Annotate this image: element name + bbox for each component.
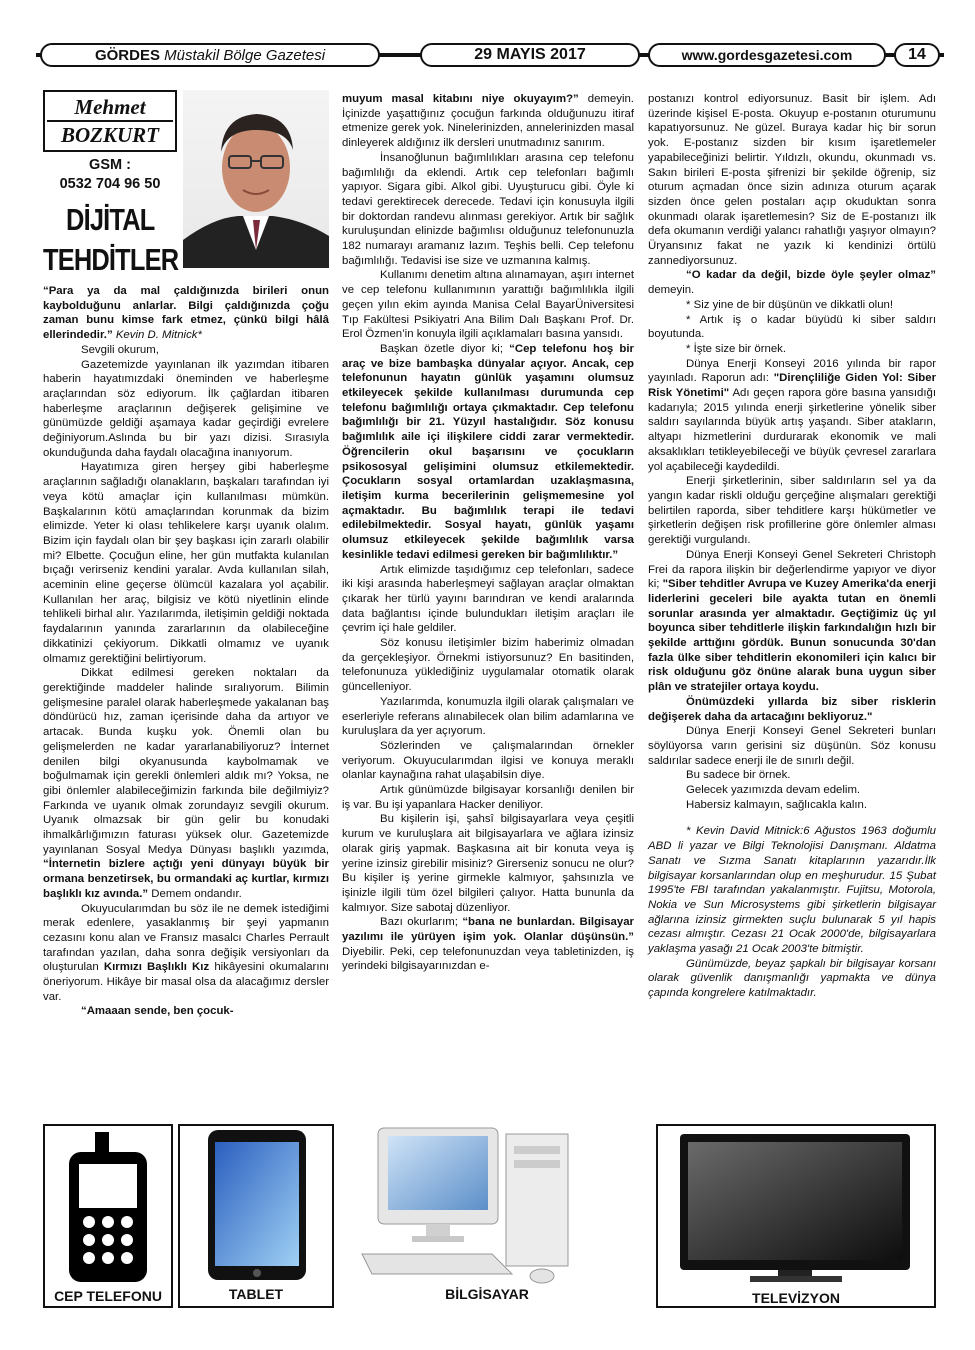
paragraph-end: Demem ondandır. [151,887,242,900]
headline-line-2: TEHDİTLER [43,242,179,277]
television-icon [658,1126,934,1288]
paragraph: Artık elimizde taşıdığımız cep telefonları, sadece iki kişi arasında haberleşmeyi sağlayan araçlar olmaktan çıkarak her türlü yayını barındıran ve kendi aralarında data bağlantısı içinde bulundukları iletişim araçları ile çevrim içi hale geldiler. [342,563,634,635]
tv-image-box [656,1124,936,1308]
paragraph-text: Dünya Enerji Konseyi Genel Sekreteri Christoph Frei da rapora ilişkin bir değerlendirme yapıyor ve diyor ki; [648,548,936,591]
paragraph: * Siz yine de bir düşünün ve dikkatli olun! [686,298,894,311]
column-3 [648,92,936,1001]
headline-line-1: DİJİTAL [66,202,155,237]
phone-icon [45,1126,171,1286]
computer-image-box [342,1124,632,1308]
footnote-text: Günümüzde, beyaz şapkalı bir bilgisayar korsanı olarak güvenlik danışmanlığı yapmakta ve dünya çapında kongrelere katılmaktadır. [648,957,936,1000]
footnote [648,957,936,1001]
paragraph-text: demeyin. [648,284,695,297]
paragraph: postanızı kontrol ediyorsunuz. Basit bir işlem. Adı üzerinde kişisel E-posta. Okuyup e-postanın oturumunu kapatıyorsunuz. Ne güzel. Buraya kadar hiç bir sorun yok. E-postanız sizden bir kısım işaretlemeler yapabileceğinizi belirtir. Yıldızlı, okundu, okunmadı vs. Sakın birileri E-posta şifrenizi bir şekilde öğrenip, siz oturum açmadan önce sizin adınıza oturum açarak sizden önce gelen postaları açıp okuduktan sonra okunmadı olarak işaretlemesin? Siz de E-postanızı ilk defa okumanın verdiği yalancı rahatlığı yaşıyor olmayın? Üryansınız fakat ne yazık ki kendinizi örtülü zannediyorsunuz. [648,93,936,267]
paper-subtitle: Müstakil Bölge Gazetesi [164,46,326,64]
page-number: 14 [894,43,940,67]
author-gsm [43,156,177,194]
paper-name-box [40,43,380,67]
quote-text: “Para ya da mal çaldığınızda birileri onun kaybolduğunu anlarlar. Bilgi çaldığınızda çoğu zaman bunu kimse fark etmez, çünkü bilgi hâlâ ellerindedir.” [43,285,329,342]
paragraph-bold: “Cep telefonu hoş bir araç ve bize bambaşka dünyalar açıyor. Ancak, cep telefonunun hayatın günlük yaşamını olumsuz etkileyecek şekilde kullanılması durumunda cep telefonu bağımlılığı ortaya çıkmaktadır. Cep telefonu bağımlılığı bir 21. Yüzyıl hastalığıdır. Söz konusu bağımlılık aile içi ilişkilere ciddi zarar vermektedir. Öğrencilerin okul başarısını ve çocukların psikososyal gelişimini olumsuz etkilemektedir. Çocukların sosyal ortamlardan uzaklaşmasına, iletişim kurma becerilerinin gelişmemesine yol açmaktadır. Bu bağımlılık terapi ile tedavi edilebilmektedir. Sosyal hayatı, günlük yaşamı olumsuz etkileyecek şekilde bağımlılık varsa kesinlikle tedavi edilmesi gereken bir bağımlılıktır.” [342,342,634,561]
author-box [43,90,329,282]
paragraph-bold: “O kadar da değil, bizde öyle şeyler olmaz” [686,269,936,282]
paragraph [648,357,936,475]
author-photo [183,90,329,268]
paragraph-end: Adı geçen rapora göre basına yansıdığı kadarıyla; 2015 yılında enerji şirketlerine yönelik siber saldırı sayılarında büyük artış yaşandı. Siber atakların, altyapı hizmetlerini durdurarak ekonomik ve mali aksaklıkları tetikleyebileceği ve büyük çevresel zararlara yol açabileceği kaydedildi. [648,387,936,473]
paragraph: Sevgili okurum, [81,343,159,356]
paragraph [648,548,936,695]
paragraph: Hayatımıza giren herşey gibi haberleşme araçlarının sağladığı olanakların, başkaları tarafından iyi veya kötü amaçlar için kullanılması mümkün. Başkalarının kötü amaçlarından korunmak da bizim elimizde. Yeter ki olası tehlikelere karşı uyanık olalım. Bizim için faydalı olan bir şey başkası için zararlı olabilir mi? Elbette. Çocuğun eline, her gün mutfakta kulanılan bıçağı verirseniz kendini yaralar. Avda kullanılan silah, aceminin eline geçerse ölümcül kazalara yol açabilir. Kullanılan her araç, bilgisiz ve kötü niyetlinin elinde tehlikeli birhal alır. Yazılarımda, iletişimin geldiği noktada faydalarının yanında zararlarının da olabileceğine dikkatinizi çekiyorum. Dikkatli olmamız ve uyanık olmamız gerektiğini belirtiyorum. [43,461,329,665]
paragraph: Artık günümüzde bilgisayar korsanlığı denilen bir iş var. Bu işi yapanlara Hacker deniliyor. [342,784,634,811]
paragraph-text: demeyin. İçinizde yaşattığınız çocuğun farkında olduğunuzu itiraf etmenize gerek yok. Ninelerinizden, annelerinizden masal dinleyerek aldığınız ilk dersleri unutmadınız sanırım. [342,93,634,150]
footnote-text: * Kevin David Mitnick:6 Ağustos 1963 doğumlu ABD li yazar ve Bilgi Teknolojisi Danışmanı. Aldatma Sanatı ve Sızma Sanatı kitaplarının yazarıdır.İlk bilgisayar korsanlarından olup en meşhurudur. 15 Şubat 1995'te FBI tarafından yakalanmıştır. Fujitsu, Motorola, Nokia ve Sun Microsystems gibi şirketlerin bilgisayar ağlarına izinsiz girmekten suçlu bulunarak 5 yıl hapis cezası almıştır. Cezası 21 Ocak 2000'de, bilgisayarlara yaklaşma yasağı 21 Ocak 2003'te bitmiştir. [648,825,936,956]
paragraph [342,915,634,974]
paragraph-bold: Kırmızı Başlıklı Kız [103,961,210,974]
paragraph-bold: “Amaaan sende, ben çocuk- [81,1005,234,1018]
author-name-box [43,90,177,152]
paragraph: Kullanımı denetim altına alınamayan, aşırı internet ve cep telefonu kullanımının yarattığı bağımlılıkla ilgili geçen yılın ekim ayında Manisa Celal BayarÜniversitesi Tıp Fakültesi Psikiyatri Ana Bilim Dalı Başkanı Prof. Dr. Erol Özmen’in konuyla ilgili açıklamaları basına yansıdı. [342,269,634,341]
paragraph [342,92,634,151]
intro-quote [43,284,329,343]
tablet-image-box [178,1124,334,1308]
paragraph-text: Başkan özetle diyor ki; [380,342,503,355]
quote-author: Kevin D. Mitnick* [115,329,202,342]
phone-image-box [43,1124,173,1308]
paragraph-text: Okuyucularımdan bu söz ile ne demek istediğimi merak edenlere, yasaklanmış bir şeyi yapmanın cezasını konu alan ve Fransız masalcı Charles Perrault tarafından yazılan, daha sonra değişik versiyonları da oluşturulan [43,902,329,974]
paragraph-bold: “bana ne bunlardan. Bilgisayar yazılımı ile yürüyen işim yok. Olanlar düşünsün.” [342,916,634,944]
paragraph [43,666,329,901]
paper-name: GÖRDES [94,46,160,64]
column-2 [342,92,634,974]
paragraph-bold: “İnternetin bizlere açtığı yeni dünyayı büyük bir ormana benzetirsek, bu ormandaki aç kurtlar, kırmızı başlıklı kız avında.” [43,858,329,900]
computer-icon [342,1124,632,1286]
paragraph: * İşte size bir örnek. [686,342,787,355]
gsm-number: 0532 704 96 50 [59,176,161,192]
paragraph: İnsanoğlunun bağımlılıkları arasına cep telefonu bağımlılığı da eklendi. Artık cep telefonları bağımlı yapıyor. Sigara gibi. Alkol gibi. Uyuşturucu gibi. Öyle ki tedavi gerektirecek derecede. Tedavi için konusuyla ilgili bir doktordan randevu alınması gerekiyor. Artık bir sağlık kuruluşundan elinizde bağımlısı olduğunuz telefonunuzla 182 numarayı aramanız lazım. Teşhis belli. Cep telefonu bağımlılığı. Tedavisi ise size ve uzmanına kalmış. [342,151,634,267]
page-header [36,40,944,70]
paragraph-bold: Önümüzdeki yıllarda biz siber risklerin değişerek daha da artacağını bekliyoruz." [648,695,936,723]
tablet-caption: TABLET [228,1286,284,1302]
paragraph: Bu sadece bir örnek. [686,769,791,782]
paragraph-bold: "Siber tehditler Avrupa ve Kuzey Amerika'da enerji liderlerini geceleri bile ayakta tutan en önemli sorunlar arasında yer almaktadır. Geçtiğimiz üç yıl boyunca siber tehditlerle ilişkin farkındalığın hızlı bir şekilde arttığını gördük. Bunun sonucunda 30'dan fazla ülke siber tehditlerin ekonomileri için kalıcı bir risk olduğunu göz önüne alarak buna uygun siber plân ve stratejiler ortaya koydu. [648,578,936,694]
paragraph [648,695,936,724]
paragraph [648,268,936,297]
author-portrait-graphic [183,90,329,268]
article-headline [43,200,177,280]
paragraph: Habersiz kalmayın, sağlıcakla kalın. [686,798,868,811]
gsm-label: GSM : [89,157,131,173]
paragraph-text: Dikkat edilmesi gereken noktaları da gerektiğinde maddeler halinde sıralıyorum. Bilimin gelişmesine paralel olarak haberleşmede yakalanan baş döndürücü hız, zaman içerisinde daha da artıyor ve artacak. Bunda kuşku yok. Önemli olan bu gelişmelerden ne kadar yararlanabiliyoruz? İnternet denilen bilgi okyanusunda kaybolmamak ve boğulmamak için gerekli önlemleri aldık mı? Yoksa, ne gibi önlemler alabileceğimizin farkında bile değilmiyiz? Farkında ve uyanık olmak zorundayız sevgili okurum. Uyanık olmazsak bir gün gelir bu konudaki ihmalkârlığımızın faturası yüksek olur. Gazetemizde yayınlanan Sosyal Medya Dünyası başlıklı yazımda, [43,667,329,856]
issue-date: 29 MAYIS 2017 [420,43,640,67]
author-first-name: Mehmet [74,95,146,119]
footnote [648,824,936,956]
paragraph [43,1004,329,1019]
paragraph: Bu kişilerin işi, şahsî bilgisayarlara veya çeşitli kurum ve kuruluşlara ait bilgisayarlara ve ağlara izinsiz olarak giriş yapmak. Başkasına ait bir konuta veya iş yerine izinsiz girebilir misiniz? Girerseniz sonucu ne olur? Bu kişiler iş yerine girmekle kalmıyor, şahsınızla ve işinizle ilgili tüm özel bilgileri çalıyor. Hatta bununla da kalmıyor. Size sabotaj düzenliyor. [342,813,634,914]
paragraph-end: hikâyesini okumalarını öneriyorum. Hikâye bir masal olsa da alacağımız dersler var. [43,961,329,1003]
paragraph: Yazılarımda, konumuzla ilgili olarak çalışmaları ve eserleriyle referans alınabilecek olan bilim adamlarına ve kuruluşlara da yer açıyorum. [342,695,634,738]
paragraph-bold: muyum masal kitabını niye okuyayım?” [342,93,579,105]
author-last-name: BOZKURT [47,120,173,148]
paragraph-text: Bazı okurlarım; [380,916,458,929]
paragraph: * Artık iş o kadar büyüdü ki siber saldırı boyutunda. [648,313,936,341]
phone-caption: CEP TELEFONU [54,1288,162,1304]
paragraph [43,902,329,1005]
paragraph-text: Dünya Enerji Konseyi 2016 yılında bir rapor yayınladı. Raporun adı: [648,357,936,385]
tablet-icon [180,1126,332,1286]
paragraph-bold: "Dirençliliğe Giden Yol: Siber Risk Yönetimi" [648,372,936,400]
column-1 [43,90,329,1019]
paragraph: Enerji şirketlerinin, siber saldırıların sel ya da yangın kadar riskli olduğu gerçeğine alışmaları gerektiği belirtilen raporda, siber tehditlere karşı hükümetler ve şirketlerin değişen risk profillerine göre önlemler alması gerektiği vurgulandı. [648,475,936,547]
paragraph [342,342,634,563]
paragraph: Sözlerinden ve çalışmalarından örnekler veriyorum. Okuyucularımdan ilgisi ve konuya meraklı olanlar kaynağına rahat ulaşabilsin diye. [342,739,634,782]
paragraph: Dünya Enerji Konseyi Genel Sekreteri bunları söylüyorsa varın gerisini siz düşünün. Söz konusu saldırılar sadece enerji ile de sınırlı değil. [648,725,936,767]
website-link[interactable]: www.gordesgazetesi.com [648,43,886,67]
paragraph-end: Diyebilir. Peki, cep telefonunuzdan veya tabletinizden, iş yerindeki bilgisayarınızdan e- [342,945,634,973]
tv-caption: TELEVİZYON [752,1290,840,1306]
paragraph: Gazetemizde yayınlanan ilk yazımdan itibaren haberin hayatımızdaki öneminden ve haberleşme araçlarından söz ediyorum. İlk çağlardan itibaren haberleşme araçlarının değişerek gelişimine ve günümüzde geldiği aşamaya kadar geçirdiği evrelere değiniyorum.Aslında bu bir yazı dizisi. Sırasıyla okunduğunda daha faydalı olacağına inanıyorum. [43,358,329,459]
computer-caption: BİLGİSAYAR [445,1286,529,1302]
paragraph: Söz konusu iletişimler bizim haberimiz olmadan da gerçekleşiyor. Örnekmi istiyorsunuz? En basitinden, telefonunuza yüklediğiniz uygulamalar otomatik olarak güncelleniyor. [342,637,634,694]
paragraph: Gelecek yazımızda devam edelim. [686,784,861,797]
